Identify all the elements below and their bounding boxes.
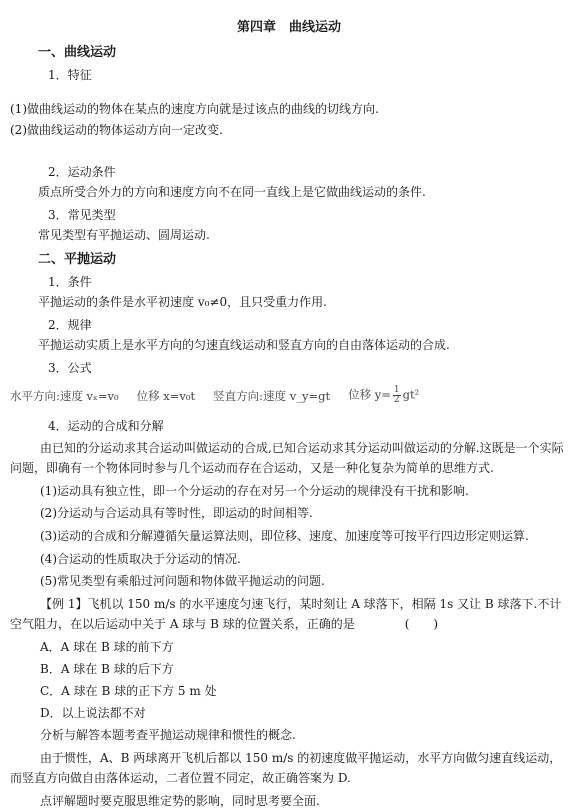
chapter-title: 第四章 曲线运动 [236, 20, 341, 35]
option-c: C．A 球在 B 球的正下方 5 m 处 [40, 684, 217, 698]
feature-2: (2)做曲线运动的物体运动方向一定改变. [10, 123, 223, 137]
composition-paragraph: 由已知的分运动求其合运动叫做运动的合成,已知合运动求其分运动叫做运动的分解.这既是一个实际问题，即确有一个物体同时参与几个运动而存在合运动，又是一种化复杂为简单的思维方式. [10, 441, 564, 475]
composition-item-4: (4)合运动的性质取决于分运动的情况. [40, 552, 241, 566]
composition-item-1: (1)运动具有独立性，即一个分运动的存在对另一个分运动的规律没有干扰和影响. [40, 484, 469, 498]
subheading-condition: 2．运动条件 [48, 165, 116, 179]
section-heading-curve: 一、曲线运动 [38, 45, 117, 60]
subheading-projectile-condition: 1．条件 [48, 275, 92, 289]
analysis-comment: 点评解题时要克服思维定势的影响，同时思考要全面. [40, 794, 320, 808]
feature-1: (1)做曲线运动的物体在某点的速度方向就是过该点的曲线的切线方向. [10, 102, 379, 116]
law-text: 平抛运动实质上是水平方向的匀速直线运动和竖直方向的自由落体运动的合成. [38, 338, 450, 352]
formula-horizontal-velocity: 水平方向:速度 vₓ=v₀ [10, 388, 119, 403]
example-question: 【例 1】飞机以 150 m/s 的水平速度匀速飞行，某时刻让 A 球落下，相隔 1s 又让 B 球落下.不计空气阻力，在以后运动中关于 A 球与 B 球的位置关系，正确的是 ( ) [10, 597, 562, 631]
option-b: B．A 球在 B 球的后下方 [40, 662, 174, 676]
subheading-formula: 3．公式 [48, 361, 92, 375]
option-d: D．以上说法都不对 [40, 706, 146, 720]
composition-item-3: (3)运动的合成和分解遵循矢量运算法则，即位移、速度、加速度等可按平行四边形定则运算. [40, 529, 529, 543]
subheading-types: 3．常见类型 [48, 208, 116, 222]
projectile-condition-text: 平抛运动的条件是水平初速度 v₀≠0，且只受重力作用. [38, 295, 327, 309]
analysis-body: 由于惯性，A、B 两球离开飞机后都以 150 m/s 的初速度做平抛运动，水平方向做匀速直线运动，而竖直方向做自由落体运动，二者位置不同定，故正确答案为 D. [10, 751, 562, 785]
types-text: 常见类型有平抛运动、圆周运动. [38, 228, 210, 242]
subheading-feature: 1．特征 [48, 68, 92, 82]
condition-text: 质点所受合外力的方向和速度方向不在同一直线上是它做曲线运动的条件. [38, 185, 426, 199]
formula-vertical-displacement: 位移 y= $\frac{1}{2}$ gt² [348, 385, 420, 405]
formula-vertical-velocity: 竖直方向:速度 v_y=gt [213, 388, 331, 403]
composition-item-5: (5)常见类型有乘船过河问题和物体做平抛运动的问题. [40, 574, 325, 588]
subheading-composition: 4．运动的合成和分解 [48, 419, 164, 433]
composition-item-2: (2)分运动与合运动具有等时性，即运动的时间相等. [40, 506, 313, 520]
formula-line [10, 386, 568, 405]
formula-horizontal-displacement: 位移 x=v₀t [136, 388, 196, 403]
subheading-law: 2．规律 [48, 318, 92, 332]
analysis-intro: 分析与解答本题考查平抛运动规律和惯性的概念. [40, 728, 296, 742]
section-heading-projectile: 二、平抛运动 [38, 252, 117, 267]
answer-parentheses: ( ) [404, 617, 439, 631]
option-a: A．A 球在 B 球的前下方 [40, 640, 174, 654]
